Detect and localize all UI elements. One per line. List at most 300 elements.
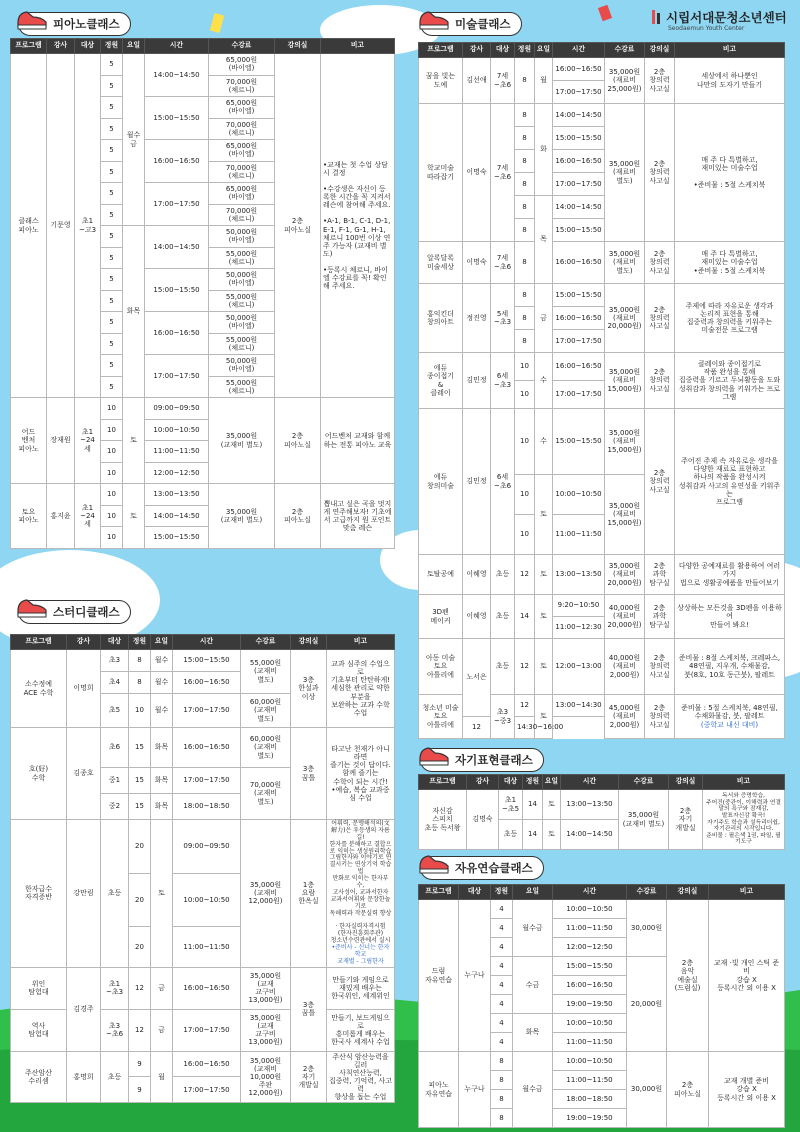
class-time: 15:00~15:50 bbox=[145, 97, 209, 140]
capacity: 4 bbox=[491, 1033, 513, 1052]
program-name: 어드 벤처 피아노 bbox=[11, 398, 47, 484]
column-header: 수강료 bbox=[241, 635, 291, 650]
note: 교재 개별 준비 강습 X 등록시간 외 이용 X bbox=[709, 1052, 785, 1128]
class-time: 16:00~16:50 bbox=[553, 150, 605, 173]
column-header: 비고 bbox=[709, 885, 785, 900]
class-time: 14:00~14:50 bbox=[561, 820, 619, 850]
class-time: 19:00~19:50 bbox=[553, 1109, 627, 1128]
class-time: 12:00~12:50 bbox=[553, 938, 627, 957]
classroom: 3층 꿈틀 bbox=[291, 967, 327, 1051]
capacity: 20 bbox=[129, 820, 151, 874]
capacity: 8 bbox=[515, 127, 535, 150]
classroom: 2층 과학 탐구실 bbox=[645, 595, 675, 639]
column-header: 프로그램 bbox=[419, 885, 459, 900]
column-header: 정원 bbox=[523, 775, 543, 790]
program-name: 클래스 피아노 bbox=[11, 54, 47, 398]
instructor-name: 김명숙 bbox=[467, 790, 499, 850]
free-section-title: 자유연습클래스 bbox=[420, 856, 544, 880]
instructor-name: 홍지윤 bbox=[47, 484, 75, 549]
capacity: 5 bbox=[101, 376, 123, 398]
target-group: 중2 bbox=[101, 794, 129, 820]
program-name: 한자급수 자격증반 bbox=[11, 820, 67, 968]
table-row bbox=[11, 967, 395, 1009]
column-header: 프로그램 bbox=[419, 775, 467, 790]
logo-english: Seodaemun Youth Center bbox=[668, 25, 745, 32]
note: 주제에 따라 자유로운 생각과 논리적 표현을 통해 집중력과 창의력을 키워주는 미술전문 프로그램 bbox=[675, 284, 785, 353]
tuition-fee: 65,000원 (바이엘) bbox=[209, 140, 275, 162]
note: 클레이와 종이접기로 작품 완성을 통해 집중력을 기르고 두뇌활동을 도와 성취감과 창의력을 키워가는 프로그램 bbox=[675, 353, 785, 409]
target-group: 초3 ~중3 bbox=[491, 695, 515, 739]
tuition-fee: 30,000원 bbox=[627, 900, 667, 957]
tuition-fee: 35,000원 (교재비 10,000원 주판 12,000원) bbox=[241, 1051, 291, 1102]
class-time: 14:00~14:50 bbox=[553, 196, 605, 219]
program-name: 주산암산 수리셈 bbox=[11, 1051, 67, 1102]
class-day: 월 bbox=[535, 58, 553, 104]
column-header: 강사 bbox=[467, 775, 499, 790]
class-time: 15:00~15:50 bbox=[553, 409, 605, 475]
class-time: 11:00~11:50 bbox=[553, 919, 627, 938]
class-day: 토 bbox=[151, 820, 173, 968]
column-header: 요일 bbox=[123, 39, 145, 54]
class-time: 13:00~13:50 bbox=[553, 555, 605, 595]
target-group: 초3 ~초6 bbox=[101, 1009, 129, 1051]
class-day: 월수금 bbox=[513, 1052, 553, 1128]
class-day: 화목 bbox=[151, 728, 173, 768]
tuition-fee: 60,000원 (교재비 별도) bbox=[241, 728, 291, 768]
class-time: 19:00~19:50 bbox=[553, 995, 627, 1014]
program-name: 호(好) 수학 bbox=[11, 728, 67, 820]
program-name: 에듀 창의미술 bbox=[419, 409, 463, 555]
tuition-fee: 65,000원 (바이엘) bbox=[209, 183, 275, 205]
column-header: 강의실 bbox=[291, 635, 327, 650]
table-row bbox=[419, 284, 785, 307]
classroom: 2층 창의력 사고실 bbox=[645, 242, 675, 284]
column-header: 비고 bbox=[703, 775, 785, 790]
class-day: 금 bbox=[151, 967, 173, 1009]
note: 주산식 암산능력을 길러 사칙연산능력, 집중력, 기억력, 사고력 향상을 돕는 수업 bbox=[327, 1051, 395, 1102]
class-day: 토 bbox=[535, 475, 553, 555]
tuition-fee: 35,000원 (재료비 20,000원) bbox=[605, 284, 645, 353]
tuition-fee: 35,000원 (교재비 별도) bbox=[209, 398, 275, 484]
capacity: 8 bbox=[491, 1052, 513, 1071]
target-group: 5세 ~초3 bbox=[491, 284, 515, 353]
instructor-name: 노서은 bbox=[463, 639, 491, 717]
note: 매 주 다 특별하고, 재미있는 미술수업 •준비물 : 5절 스케치북 bbox=[675, 104, 785, 242]
note: 세상에서 하나뿐인 나만의 도자기 만들기 bbox=[675, 58, 785, 104]
capacity: 5 bbox=[101, 247, 123, 269]
capacity: 5 bbox=[101, 161, 123, 183]
column-header: 대상 bbox=[101, 635, 129, 650]
column-header: 정원 bbox=[101, 39, 123, 54]
classroom: 2층 피아노실 bbox=[275, 484, 321, 549]
hanja-textbook-note: •준비사 - 신너는 한자학교 교재별 - 그림한자 bbox=[331, 944, 390, 965]
target-group: 누구나 bbox=[459, 900, 491, 1052]
capacity: 9 bbox=[129, 1051, 151, 1077]
tuition-fee: 35,000원 (교재 교구비 13,000원) bbox=[241, 967, 291, 1009]
class-time: 13:00~13:50 bbox=[561, 790, 619, 820]
class-day: 화목 bbox=[513, 1014, 553, 1052]
program-name: 꿈을 빛는 도예 bbox=[419, 58, 463, 104]
capacity: 5 bbox=[101, 290, 123, 312]
capacity: 10 bbox=[101, 484, 123, 506]
class-time: 9:20~10:50 bbox=[553, 595, 605, 617]
class-time: 15:00~15:50 bbox=[553, 127, 605, 150]
tuition-fee: 65,000원 (바이엘) bbox=[209, 97, 275, 119]
class-day: 수 bbox=[535, 409, 553, 475]
class-time: 15:00~15:50 bbox=[145, 527, 209, 549]
note: 주어진 주제 속 자유로운 생각을 다양한 재료로 표현하고 하나의 작품을 완성시켜 성취감과 사고의 유연성을 키워주는 프로그램 bbox=[675, 409, 785, 555]
classroom: 2층 창의력 사고실 bbox=[645, 639, 675, 695]
program-name: 에듀 종이접기 & 클레이 bbox=[419, 353, 463, 409]
note: 어휘력, 문맹해석의(文解力)은 우등생의 자름길! 한자를 분해하고 결합으로 익히는 생성원리학습 그림한자와 이야기로 연결시키는 연상기억 학습법 만화로 익히는 한자부수, 고사성어, 교과서한자 교과서어휘와 문장한놀기로 독해력과 작문실력 향상 · 한자실력자격시험 (한자진흥회주관) 청소년수련관에서 실시 •준비사 - 신너는 한자학교 교재별 - 그림한자 bbox=[327, 820, 395, 968]
class-time: 16:00~16:50 bbox=[145, 140, 209, 183]
capacity: 5 bbox=[101, 333, 123, 355]
program-name: 3D펜 메이커 bbox=[419, 595, 463, 639]
capacity: 8 bbox=[491, 1109, 513, 1128]
capacity: 10 bbox=[515, 515, 535, 555]
capacity: 5 bbox=[101, 355, 123, 377]
instructor-name: 강만림 bbox=[67, 820, 101, 968]
capacity: 8 bbox=[515, 242, 535, 284]
column-header: 정원 bbox=[491, 885, 513, 900]
tuition-fee: 40,000원 (재료비 2,000원) bbox=[605, 639, 645, 695]
instructor-name: 김민정 bbox=[463, 353, 491, 409]
logo-korean: 시립서대문청소년센터 bbox=[666, 10, 787, 25]
table-row bbox=[11, 728, 395, 768]
capacity: 5 bbox=[101, 54, 123, 76]
note: 교재 ·빛 개인 스틱 준비 강습 X 등록시간 외 이용 X bbox=[709, 900, 785, 1052]
capacity: 14 bbox=[523, 790, 543, 820]
column-header: 시간 bbox=[561, 775, 619, 790]
column-header: 프로그램 bbox=[11, 635, 67, 650]
instructor-name: 정진영 bbox=[463, 284, 491, 353]
tuition-fee: 35,000원 (재료비 15,000원) bbox=[605, 475, 645, 555]
instructor-name: 이명숙 bbox=[463, 104, 491, 242]
class-time: 10:00~10:50 bbox=[173, 873, 241, 927]
class-time: 11:00~11:50 bbox=[553, 1071, 627, 1090]
program-name: 홍익킨더 창의아트 bbox=[419, 284, 463, 353]
classroom: 3층 한설과 이상 bbox=[291, 650, 327, 728]
free-practice-table bbox=[418, 884, 785, 1128]
target-group: 초6 bbox=[101, 728, 129, 768]
note: 다양한 공예재료를 활용하여 여러가지 법으로 생활공예품을 만들어보기 bbox=[675, 555, 785, 595]
class-time: 16:00~16:50 bbox=[553, 58, 605, 81]
column-header: 수강료 bbox=[605, 43, 645, 58]
tuition-fee: 20,000원 bbox=[627, 957, 667, 1052]
column-header: 강의실 bbox=[275, 39, 321, 54]
tuition-fee: 35,000원 (재료비 25,000원) bbox=[605, 58, 645, 104]
art-table bbox=[418, 42, 785, 739]
instructor-name: 장재원 bbox=[47, 398, 75, 484]
tuition-fee: 45,000원 (재료비 2,000원) bbox=[605, 695, 645, 739]
capacity: 5 bbox=[101, 75, 123, 97]
class-time: 16:00~16:50 bbox=[145, 312, 209, 355]
capacity: 5 bbox=[101, 226, 123, 248]
capacity: 8 bbox=[515, 150, 535, 173]
instructor-name: 기문영 bbox=[47, 54, 75, 398]
capacity: 14 bbox=[515, 595, 535, 639]
class-time: 17:00~17:50 bbox=[553, 381, 605, 409]
target-group: 초등 bbox=[491, 639, 515, 695]
piano-table bbox=[10, 38, 395, 549]
class-day: 금 bbox=[535, 284, 553, 353]
classroom: 1층 요람 한옥실 bbox=[291, 820, 327, 968]
instructor-name: 이혜영 bbox=[463, 555, 491, 595]
tuition-fee: 35,000원 (재료비 20,000원) bbox=[605, 555, 645, 595]
capacity: 12 bbox=[515, 695, 535, 717]
class-time: 13:00~13:50 bbox=[145, 484, 209, 506]
class-day: 토 bbox=[535, 555, 553, 595]
class-time: 17:00~17:50 bbox=[173, 694, 241, 728]
sneaker-icon bbox=[15, 5, 49, 33]
tuition-fee: 35,000원 (재료비 15,000원) bbox=[605, 353, 645, 409]
table-row bbox=[419, 104, 785, 127]
table-row bbox=[11, 54, 395, 76]
instructor-name: 홍명희 bbox=[67, 1051, 101, 1102]
capacity: 10 bbox=[101, 419, 123, 441]
instructor-name: 이명희 bbox=[67, 650, 101, 728]
classroom: 2층 과학 탐구실 bbox=[645, 555, 675, 595]
target-group: 7세 ~초6 bbox=[491, 58, 515, 104]
capacity: 15 bbox=[129, 794, 151, 820]
tuition-fee: 35,000원 (교재비 12,000원) bbox=[241, 820, 291, 968]
logo-icon bbox=[650, 8, 664, 26]
class-time: 11:00~11:50 bbox=[173, 927, 241, 968]
piano-section-title: 피아노클래스 bbox=[18, 12, 131, 36]
target-group: 초등 bbox=[101, 1051, 129, 1102]
column-header: 수강료 bbox=[627, 885, 667, 900]
capacity: 5 bbox=[101, 269, 123, 291]
classroom: 2층 창의력 사고실 bbox=[645, 58, 675, 104]
classroom: 2층 음악 예술실 (드럼실) bbox=[667, 900, 709, 1052]
note: •교재는 첫 수업 상담 시 결정 •수강생은 자신이 등록한 시간을 꼭 지켜서 레슨에 참여해 주세요. •A-1, B-1, C-1, D-1, E-1, F-1, G-1, H-1, 체르니 100번 이상 연주 가능자 (교재비 별도) •등록시 체르니, 바이엘 수강료를 꼭! 확인해 주세요. bbox=[321, 54, 395, 398]
capacity: 4 bbox=[491, 976, 513, 995]
note: 독서와 증명학습, 주어진(중관이, 이해력과 연결 말의 욕구와 잠재감, 발표자신감 확곡! 자기주도 학습과 설득리더쉽, 자기관리의 시작입니다. 준비물 : 필은색 1권, 파일, 필기도구 bbox=[703, 790, 785, 850]
class-time: 10:00~10:50 bbox=[145, 419, 209, 441]
column-header: 비고 bbox=[321, 39, 395, 54]
capacity: 4 bbox=[491, 919, 513, 938]
program-name: 토요 피아노 bbox=[11, 484, 47, 549]
class-day: 토 bbox=[543, 790, 561, 820]
program-name: 위인 탐험대 bbox=[11, 967, 67, 1009]
table-row bbox=[419, 409, 785, 475]
class-day: 월수 bbox=[151, 650, 173, 672]
target-group: 초등 bbox=[101, 820, 129, 968]
program-name: 알록달록 미술세상 bbox=[419, 242, 463, 284]
class-time: 17:00~17:50 bbox=[145, 355, 209, 398]
class-time: 14:30~16:00 bbox=[515, 717, 535, 739]
tuition-fee: 70,000원 (체르니) bbox=[209, 161, 275, 183]
class-time: 12:00~12:50 bbox=[145, 462, 209, 484]
table-row bbox=[419, 1052, 785, 1071]
capacity: 8 bbox=[515, 173, 535, 196]
column-header: 요일 bbox=[513, 885, 553, 900]
tuition-fee: 50,000원 (바이엘) bbox=[209, 355, 275, 377]
class-time: 10:00~10:50 bbox=[553, 1014, 627, 1033]
tuition-fee: 35,000원 (재료비 15,000원) bbox=[605, 409, 645, 475]
class-time: 09:00~09:50 bbox=[145, 398, 209, 420]
sneaker-icon bbox=[417, 849, 451, 877]
class-day: 월수 bbox=[151, 694, 173, 728]
class-time: 10:00~10:50 bbox=[553, 900, 627, 919]
capacity: 12 bbox=[463, 717, 491, 739]
capacity: 5 bbox=[101, 204, 123, 226]
instructor-name: 이명숙 bbox=[463, 242, 491, 284]
target-group: 초등 bbox=[491, 555, 515, 595]
program-name: 토탈공예 bbox=[419, 555, 463, 595]
tuition-fee: 55,000원 (체르니) bbox=[209, 290, 275, 312]
sneaker-icon bbox=[15, 593, 49, 621]
instructor-name: 김경주 bbox=[67, 967, 101, 1051]
target-group: 중1 bbox=[101, 768, 129, 794]
capacity: 8 bbox=[491, 1090, 513, 1109]
class-day: 월수 bbox=[151, 672, 173, 694]
capacity: 12 bbox=[515, 555, 535, 595]
class-time: 13:00~14:30 bbox=[553, 695, 605, 717]
note: 만들기, 보드게임으로 흥미롭게 배우는 한국사 세계사 수업 bbox=[327, 1009, 395, 1051]
class-day: 화목 bbox=[151, 794, 173, 820]
class-time: 15:00~15:50 bbox=[553, 957, 627, 976]
column-header: 시간 bbox=[173, 635, 241, 650]
class-time: 16:00~16:50 bbox=[553, 242, 605, 284]
class-time: 15:00~15:50 bbox=[553, 284, 605, 307]
note: 타고난 천재가 아니라면 즐기는 것이 답이다. 함께 즐기는 수학이 되는 시간! •예습, 복습 교과중심 수업 bbox=[327, 728, 395, 820]
capacity: 10 bbox=[101, 527, 123, 549]
classroom: 2층 자기 개발실 bbox=[669, 790, 703, 850]
note: 준비물 : 5절 스케치북, 48연필, 수채화물감, 붓, 팔레트 (중학교 내신 대비) bbox=[675, 695, 785, 739]
capacity: 10 bbox=[101, 441, 123, 463]
tuition-fee: 70,000원 (체르니) bbox=[209, 118, 275, 140]
column-header: 대상 bbox=[499, 775, 523, 790]
capacity: 14 bbox=[523, 820, 543, 850]
target-group: 초5 bbox=[101, 694, 129, 728]
capacity: 12 bbox=[129, 1009, 151, 1051]
note: 매 주 다 특별하고, 재미있는 미술수업 •준비물 : 5절 스케치북 bbox=[675, 242, 785, 284]
classroom: 2층 창의력 사고실 bbox=[645, 353, 675, 409]
note: 만들기와 게임으로 재밌게 배우는 한국위인, 세계위인 bbox=[327, 967, 395, 1009]
capacity: 12 bbox=[515, 639, 535, 695]
note: 어드벤처 교재와 함께하는 전통 피아노 교육 bbox=[321, 398, 395, 484]
instructor-name: 김종호 bbox=[67, 728, 101, 820]
tuition-fee: 50,000원 (바이엘) bbox=[209, 269, 275, 291]
classroom: 2층 창의력 사고실 bbox=[645, 695, 675, 739]
tuition-fee: 55,000원 (체르니) bbox=[209, 333, 275, 355]
capacity: 10 bbox=[101, 462, 123, 484]
classroom: 2층 자기 개발실 bbox=[291, 1051, 327, 1102]
target-group: 초1 ~24세 bbox=[75, 484, 101, 549]
target-group: 6세 ~초3 bbox=[491, 353, 515, 409]
capacity: 10 bbox=[515, 353, 535, 381]
program-name: 소수정예 ACE 수학 bbox=[11, 650, 67, 728]
tuition-fee: 35,000원 (교재비 별도) bbox=[619, 790, 669, 850]
class-time: 17:00~17:50 bbox=[553, 81, 605, 104]
capacity: 20 bbox=[129, 873, 151, 927]
program-name: 아동 미술 토요 아틀리에 bbox=[419, 639, 463, 695]
class-time: 11:00~11:50 bbox=[553, 1033, 627, 1052]
target-group: 초3 bbox=[101, 650, 129, 672]
column-header: 비고 bbox=[327, 635, 395, 650]
tuition-fee: 70,000원 (교재비 별도) bbox=[241, 768, 291, 820]
column-header: 시간 bbox=[145, 39, 209, 54]
capacity: 10 bbox=[101, 398, 123, 420]
tuition-fee: 70,000원 (체르니) bbox=[209, 75, 275, 97]
class-day: 목 bbox=[535, 196, 553, 284]
sneaker-icon bbox=[417, 5, 451, 33]
study-section-title: 스터디클래스 bbox=[18, 600, 131, 624]
capacity: 8 bbox=[515, 104, 535, 127]
classroom: 3층 꿈틀 bbox=[291, 728, 327, 820]
capacity: 8 bbox=[515, 58, 535, 104]
capacity: 4 bbox=[491, 938, 513, 957]
class-time: 17:00~17:50 bbox=[173, 1077, 241, 1103]
capacity: 12 bbox=[129, 967, 151, 1009]
tuition-fee: 35,000원 (교재비 별도) bbox=[209, 484, 275, 549]
target-group: 초1 ~초3 bbox=[101, 967, 129, 1009]
class-time: 15:00~15:50 bbox=[553, 219, 605, 242]
class-time: 10:00~10:50 bbox=[553, 475, 605, 515]
program-name: 드럼 자유연습 bbox=[419, 900, 459, 1052]
class-day: 월수금 bbox=[513, 900, 553, 957]
capacity: 9 bbox=[129, 1077, 151, 1103]
class-time: 16:00~16:50 bbox=[173, 967, 241, 1009]
class-time: 11:00~11:50 bbox=[553, 515, 605, 555]
class-time: 14:00~14:50 bbox=[145, 54, 209, 97]
capacity: 8 bbox=[129, 650, 151, 672]
class-time: 17:00~17:50 bbox=[553, 330, 605, 353]
table-row bbox=[11, 650, 395, 672]
class-day: 토 bbox=[535, 695, 553, 739]
column-header: 요일 bbox=[151, 635, 173, 650]
capacity: 8 bbox=[491, 1071, 513, 1090]
capacity: 15 bbox=[129, 728, 151, 768]
capacity: 8 bbox=[515, 330, 535, 353]
target-group: 6세 ~초6 bbox=[491, 409, 515, 555]
capacity: 4 bbox=[491, 900, 513, 919]
class-day: 화 bbox=[535, 104, 553, 196]
column-header: 요일 bbox=[543, 775, 561, 790]
note: 교과 심주의 수업으로 기초부터 탄탄하게! 세심한 관리로 약한 부분을 보완하는 교과 수학 수업 bbox=[327, 650, 395, 728]
column-header: 강사 bbox=[463, 43, 491, 58]
instructor-name: 김선애 bbox=[463, 58, 491, 104]
capacity: 5 bbox=[101, 140, 123, 162]
classroom: 2층 창의력 사고실 bbox=[645, 409, 675, 555]
class-time: 09:00~09:50 bbox=[173, 820, 241, 874]
target-group: 초1 ~24세 bbox=[75, 398, 101, 484]
column-header: 비고 bbox=[675, 43, 785, 58]
class-day: 월수금 bbox=[123, 54, 145, 226]
class-day: 화목 bbox=[123, 226, 145, 398]
speech-section-title: 자기표현클래스 bbox=[420, 748, 544, 772]
capacity: 8 bbox=[515, 196, 535, 219]
table-row bbox=[419, 353, 785, 381]
tuition-fee: 35,000원 (재료비 별도) bbox=[605, 104, 645, 242]
speech-table bbox=[418, 774, 785, 850]
table-row bbox=[419, 595, 785, 617]
tuition-fee: 55,000원 (체르니) bbox=[209, 247, 275, 269]
capacity: 10 bbox=[515, 381, 535, 409]
program-name: 역사 탐험대 bbox=[11, 1009, 67, 1051]
art-section-title: 미술클래스 bbox=[420, 12, 522, 36]
target-group: 누구나 bbox=[459, 1052, 491, 1128]
class-day: 토 bbox=[123, 398, 145, 484]
exam-prep-note: (중학교 내신 대비) bbox=[700, 720, 759, 729]
class-time: 16:00~16:50 bbox=[173, 728, 241, 768]
class-day: 토 bbox=[123, 484, 145, 549]
tuition-fee: 60,000원 (교재비 별도) bbox=[241, 694, 291, 728]
tuition-fee: 50,000원 (바이엘) bbox=[209, 226, 275, 248]
class-time: 17:00~17:50 bbox=[173, 1009, 241, 1051]
target-group: 초등 bbox=[491, 595, 515, 639]
